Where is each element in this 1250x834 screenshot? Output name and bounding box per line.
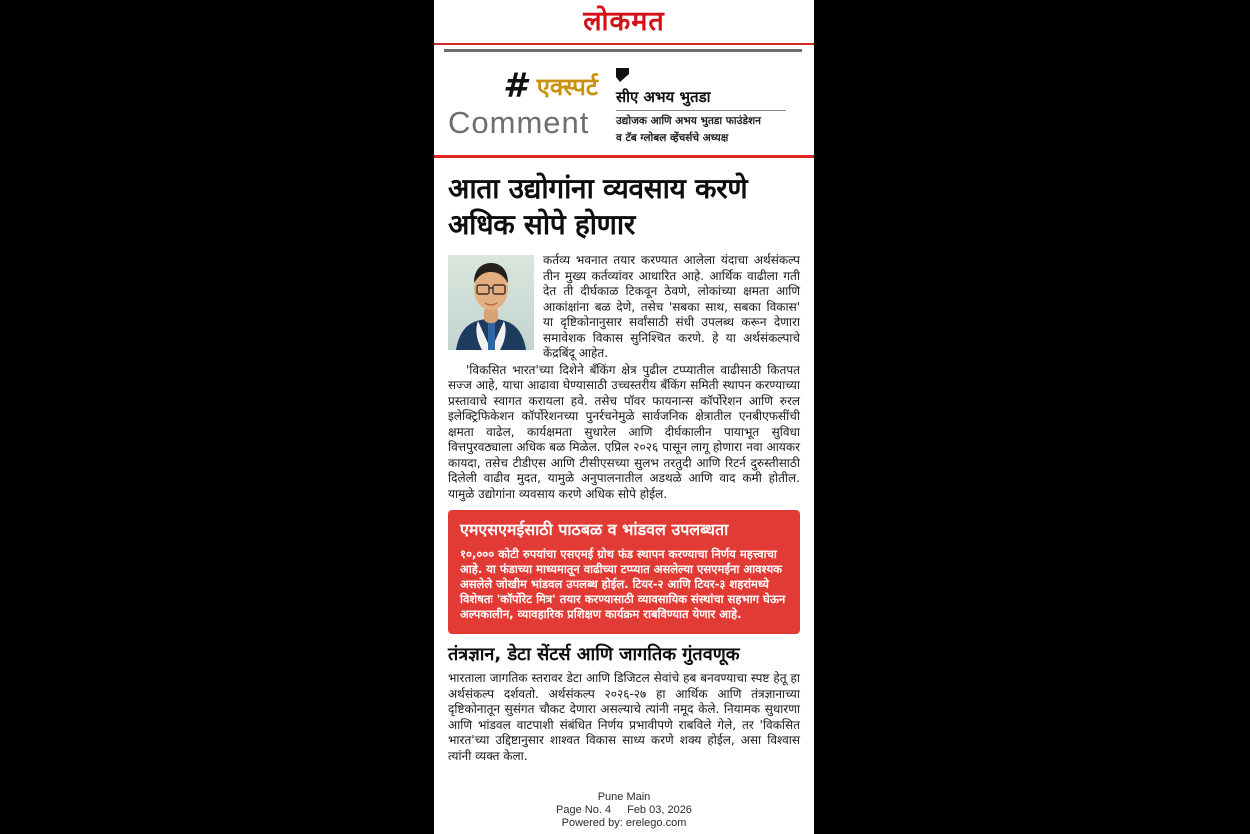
paragraph-2: 'विकसित भारत'च्या दिशेने बँकिंग क्षेत्र पुढील टप्प्यातील वाढीसाठी कितपत सज्ज आहे, याचा आढावा घेण्यासाठी उच्चस्तरीय बँकिंग समिती स्थापन करण्याच्या प्रस्तावाचे स्वागत करायला हवे. तसेच पॉवर फायनान्स कॉर्पोरेशन आणि रुरल इलेक्ट्रिफिकेशन कॉर्पोरेशनच्या पुनर्रचनेमुळे सार्वजनिक क्षेत्रातील एनबीएफसींची क्षमता वाढेल, कार्यक्षमता सुधारेल आणि दीर्घकालीन पायाभूत सुविधा वित्तपुरवठ्याला अधिक बळ मिळेल. एप्रिल २०२६ पासून लागू होणारा नवा आयकर कायदा, तसेच टीडीएस आणि टीसीएसच्या सुलभ तरतुदी आणि रिटर्न दुरुस्तीसाठी दिलेली वाढीव मुदत, यामुळे अनुपालनातील अडथळे आणि वाद कमी होतील. यामुळे उद्योगांना व्यवसाय करणे अधिक सोपे होईल. (448, 362, 800, 501)
author-role-line1: उद्योजक आणि अभय भुतडा फाउंडेशन (616, 115, 761, 127)
footer-page-number: Page No. 4 (556, 804, 612, 816)
footer-powered-by: Powered by: erelego.com (561, 817, 687, 829)
expert-comment-branding (448, 66, 598, 145)
highlight-box-title: एमएसएमईसाठी पाठबळ व भांडवल उपलब्धता (460, 520, 729, 539)
expert-label: एक्स्पर्ट (536, 72, 598, 101)
paragraph-3: भारताला जागतिक स्तरावर डेटा आणि डिजिटल सेवांचे हब बनवण्याचा स्पष्ट हेतू हा अर्थसंकल्प दर्शवतो. अर्थसंकल्प २०२६-२७ हा आर्थिक आणि तंत्रज्ञानाच्या दृष्टिकोनातून सुसंगत चौकट देणारा असल्याचे त्यांनी नमूद केले. नियामक सुधारणा आणि भांडवल वाटपाशी संबंधित निर्णय प्रभावीपणे राबविले गेले, तर 'विकसित भारत'च्या उद्दिष्टानुसार शाश्वत विकास साध्य करणे शक्य होईल, असा विश्वास त्यांनी व्यक्त केला. (448, 671, 800, 763)
newspaper-clipping (434, 0, 814, 834)
flag-icon (616, 68, 630, 83)
author-block (616, 66, 786, 145)
footer-edition: Pune Main (597, 791, 651, 803)
footer-page-date (434, 804, 814, 817)
clipping-footer (434, 791, 814, 830)
lokmat-logo: लोकमत (583, 6, 665, 37)
column-header (434, 52, 814, 151)
masthead (434, 0, 814, 42)
masthead-red-rule (434, 43, 814, 45)
comment-label: Comment (448, 105, 590, 140)
footer-date: Feb 03, 2026 (627, 804, 692, 816)
section-heading: तंत्रज्ञान, डेटा सेंटर्स आणि जागतिक गुंतवणूक (448, 644, 740, 665)
hash-symbol: # (502, 66, 527, 106)
article-headline: आता उद्योगांना व्यवसाय करणे अधिक सोपे होणार (448, 172, 748, 241)
author-role-line2: व टॅब ग्लोबल व्हेंचर्सचे अध्यक्ष (616, 132, 729, 144)
highlight-box (448, 510, 800, 634)
article-body (434, 247, 814, 502)
author-photo (448, 255, 534, 350)
paragraph-1: कर्तव्य भवनात तयार करण्यात आलेला यंदाचा अर्थसंकल्प तीन मुख्य कर्तव्यांवर आधारित आहे. आर्थिक वाढीला गती देत ती दीर्घकाळ टिकवून ठेवणे, लोकांच्या क्षमता आणि आकांक्षांना बळ देणे, तसेच 'सबका साथ, सबका विकास' या दृष्टिकोनानुसार सर्वांसाठी संधी उपलब्ध करून देणारा समावेशक विकास सुनिश्चित करणे. हे या अर्थसंकल्पाचे केंद्रबिंदू आहेत. (543, 253, 800, 360)
highlight-box-body: १०,००० कोटी रुपयांचा एसएमई ग्रोथ फंड स्थापन करण्याचा निर्णय महत्त्वाचा आहे. या फंडाच्या माध्यमातून वाढीच्या टप्प्यात असलेल्या एसएमईंना आवश्यक असलेले जोखीम भांडवल उपलब्ध होईल. टियर-२ आणि टियर-३ शहरांमध्ये विशेषतः 'कॉर्पोरेट मित्र' तयार करण्यासाठी व्यावसायिक संस्थांचा सहभाग घेऊन अल्पकालीन, व्यावहारिक प्रशिक्षण कार्यक्रम राबविण्यात येणार आहे. (460, 547, 786, 621)
author-name: सीए अभय भुतडा (616, 87, 786, 111)
